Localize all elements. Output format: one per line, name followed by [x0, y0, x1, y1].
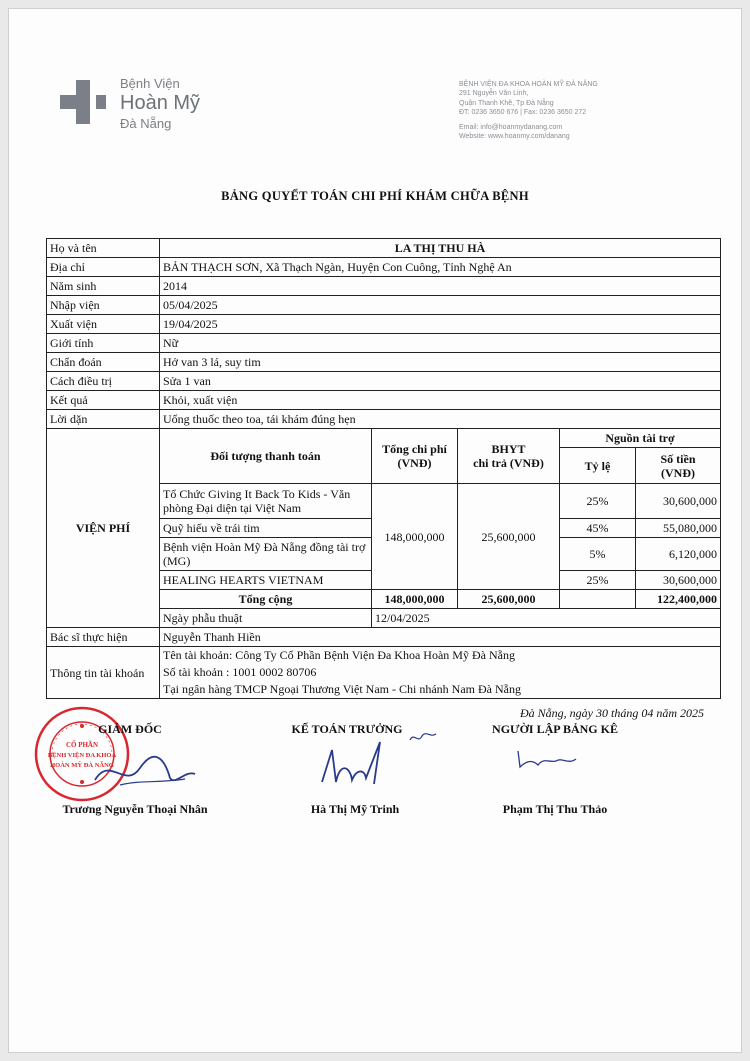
diagnosis-value: Hở van 3 lá, suy tim — [160, 353, 721, 372]
treatment-value: Sửa 1 van — [160, 372, 721, 391]
preparer-name: Phạm Thị Thu Thảo — [502, 802, 608, 816]
payer-name: HEALING HEARTS VIETNAM — [160, 571, 372, 590]
diagnosis-label: Chẩn đoán — [47, 353, 160, 372]
admission-value: 05/04/2025 — [160, 296, 721, 315]
payer-amount: 55,080,000 — [636, 519, 721, 538]
result-label: Kết quả — [47, 391, 160, 410]
advice-value: Uống thuốc theo toa, tái khám đúng hẹn — [160, 410, 721, 429]
payer-rate: 25% — [560, 571, 636, 590]
row-account — [47, 647, 721, 699]
col-amount-header — [636, 448, 721, 484]
address-label: Địa chỉ — [47, 258, 160, 277]
hospital-logo — [60, 72, 210, 134]
preparer-title: NGƯỜI LẬP BẢNG KÊ — [492, 722, 618, 736]
account-details — [160, 647, 721, 699]
payer-name: Quỹ hiếu về trái tim — [160, 519, 372, 538]
stamp-inner-line1: CỔ PHẦN — [65, 741, 99, 749]
col-source-header: Nguồn tài trợ — [560, 429, 721, 448]
director-signature-icon — [90, 750, 200, 795]
account-number: Số tài khoản : 1001 0002 80706 — [163, 665, 317, 679]
col-total-header-line2: (VNĐ) — [397, 456, 432, 470]
director-title: GIÁM ĐỐC — [98, 722, 162, 736]
account-name: Tên tài khoản: Công Ty Cổ Phần Bệnh Viện Đa Khoa Hoàn Mỹ Đà Nẵng — [163, 648, 515, 662]
col-bhyt-header-line2: chi trả (VNĐ) — [473, 456, 544, 470]
logo-line-3: Đà Nẵng — [120, 116, 172, 131]
row-admission — [47, 296, 721, 315]
result-value: Khỏi, xuất viện — [160, 391, 721, 410]
birth-year-label: Năm sinh — [47, 277, 160, 296]
birth-year-value: 2014 — [160, 277, 721, 296]
document-title: BẢNG QUYẾT TOÁN CHI PHÍ KHÁM CHỮA BỆNH — [221, 189, 529, 203]
sum-label: Tổng cộng — [160, 590, 372, 609]
discharge-value: 19/04/2025 — [160, 315, 721, 334]
stamp-inner-line3: HOÀN MỸ ĐÀ NẴNG — [50, 762, 114, 769]
doctor-value: Nguyễn Thanh Hiền — [160, 628, 721, 647]
payer-rate: 5% — [560, 538, 636, 571]
hospital-district: Quận Thanh Khê, Tp Đà Nẵng — [459, 99, 554, 107]
sum-amount: 122,400,000 — [636, 590, 721, 609]
row-advice — [47, 410, 721, 429]
hospital-name: BỆNH VIỆN ĐA KHOA HOÀN MỸ ĐÀ NẴNG — [459, 81, 598, 88]
row-gender — [47, 334, 721, 353]
payer-amount: 30,600,000 — [636, 484, 721, 519]
payer-amount: 6,120,000 — [636, 538, 721, 571]
settlement-table — [46, 238, 721, 699]
payer-name: Bệnh viện Hoàn Mỹ Đà Nẵng đồng tài trợ (MG) — [160, 538, 372, 571]
account-bank: Tại ngân hàng TMCP Ngoại Thương Việt Nam - Chi nhánh Nam Đà Nẵng — [163, 682, 521, 696]
sum-bhyt: 25,600,000 — [458, 590, 560, 609]
col-total-header — [372, 429, 458, 484]
payer-rate: 25% — [560, 484, 636, 519]
sum-total-cost: 148,000,000 — [372, 590, 458, 609]
accountant-title: KẾ TOÁN TRƯỞNG — [291, 722, 403, 736]
admission-label: Nhập viện — [47, 296, 160, 315]
fees-header-row-1 — [47, 429, 721, 448]
advice-label: Lời dặn — [47, 410, 160, 429]
fees-section-label: VIỆN PHÍ — [47, 429, 160, 628]
hospital-email: Email: info@hoanmydanang.com — [459, 123, 563, 131]
hospital-street: 291 Nguyễn Văn Linh, — [459, 90, 529, 98]
medical-cross-icon — [60, 80, 112, 124]
gender-label: Giới tính — [47, 334, 160, 353]
logo-line-1: Bệnh Viện — [120, 76, 180, 91]
col-bhyt-header-line1: BHYT — [491, 442, 526, 456]
row-treatment — [47, 372, 721, 391]
col-amount-header-line1: Số tiền — [660, 451, 696, 466]
payer-amount: 30,600,000 — [636, 571, 721, 590]
row-result — [47, 391, 721, 410]
stamp-inner-line2: BỆNH VIỆN ĐA KHOA — [47, 752, 117, 759]
accountant-name: Hà Thị Mỹ Trinh — [310, 802, 400, 816]
row-doctor — [47, 628, 721, 647]
hospital-website: Website: www.hoanmy.com/danang — [459, 133, 570, 141]
col-rate-header: Tỷ lệ — [560, 448, 636, 484]
row-name — [47, 239, 721, 258]
row-diagnosis — [47, 353, 721, 372]
col-total-header-line1: Tổng chi phí — [382, 442, 447, 456]
col-bhyt-header — [458, 429, 560, 484]
name-label: Họ và tên — [47, 239, 160, 258]
logo-line-2: Hoàn Mỹ — [120, 92, 201, 114]
col-amount-header-line2: (VNĐ) — [661, 465, 695, 480]
doctor-label: Bác sĩ thực hiện — [47, 628, 160, 647]
director-name: Trương Nguyễn Thoại Nhân — [62, 802, 208, 816]
bhyt-value: 25,600,000 — [458, 484, 560, 590]
row-birth-year — [47, 277, 721, 296]
preparer-signature-icon — [510, 745, 590, 775]
col-payer-header: Đối tượng thanh toán — [160, 429, 372, 484]
surgery-date-value: 12/04/2025 — [372, 609, 721, 628]
surgery-date-label: Ngày phẫu thuật — [160, 609, 372, 628]
row-discharge — [47, 315, 721, 334]
discharge-label: Xuất viện — [47, 315, 160, 334]
patient-address: BẢN THẠCH SƠN, Xã Thạch Ngàn, Huyện Con Cuông, Tỉnh Nghệ An — [160, 258, 721, 277]
hospital-contact-info — [459, 80, 598, 141]
hospital-phone: ĐT: 0236 3650 676 | Fax: 0236 3650 272 — [459, 109, 587, 117]
patient-name: LA THỊ THU HÀ — [160, 239, 721, 258]
gender-value: Nữ — [160, 334, 721, 353]
payer-name: Tổ Chức Giving It Back To Kids - Văn phòng Đại diện tại Việt Nam — [160, 484, 372, 519]
total-cost-value: 148,000,000 — [372, 484, 458, 590]
account-label: Thông tin tài khoản — [47, 647, 160, 699]
payer-rate: 45% — [560, 519, 636, 538]
row-address — [47, 258, 721, 277]
accountant-signature-icon — [310, 722, 450, 792]
signing-date: Đà Nẵng, ngày 30 tháng 04 năm 2025 — [520, 706, 704, 720]
treatment-label: Cách điều trị — [47, 372, 160, 391]
